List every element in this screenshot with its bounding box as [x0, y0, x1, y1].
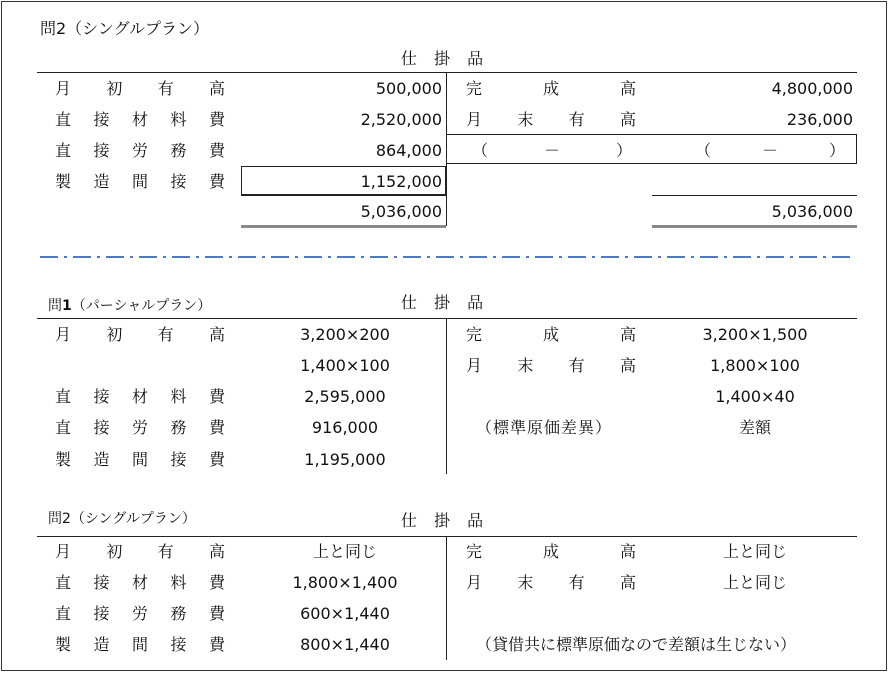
s1-credit-total-rule	[652, 195, 857, 196]
s3-debit-label-3: 製 造 間 接 費	[55, 635, 225, 654]
s3-debit-value-1: 1,800×1,400	[292, 573, 398, 592]
s1-debit-double-rule	[241, 225, 446, 228]
s2-credit-label-1: 月 末 有 高	[466, 356, 636, 375]
section3-title: 問2（シングルプラン）	[48, 511, 196, 527]
s2-credit-value-1: 1,800×100	[710, 356, 800, 375]
s3-debit-value-3: 800×1,440	[300, 635, 390, 654]
s3-debit-value-2: 600×1,440	[300, 604, 390, 623]
section2-center-rule	[446, 318, 447, 474]
s1-credit-double-rule	[652, 225, 857, 228]
s1-blank-paren-right: （ － ）	[695, 141, 845, 160]
section3-top-rule	[37, 536, 857, 537]
s2-credit-value-3: 差額	[738, 418, 771, 437]
section1-account-title: 仕 掛 品	[400, 49, 490, 68]
section2-top-rule	[37, 318, 857, 319]
s3-debit-label-0: 月 初 有 高	[55, 542, 225, 561]
section1-top-rule	[37, 72, 857, 73]
s2-debit-value-1: 1,400×100	[300, 356, 390, 375]
s1-credit-value-1: 236,000	[786, 110, 853, 129]
s2-debit-value-2: 2,595,000	[304, 387, 386, 406]
s3-debit-label-2: 直 接 労 務 費	[55, 604, 225, 623]
s2-credit-label-0: 完 成 高	[466, 325, 636, 344]
s1-debit-total: 5,036,000	[360, 202, 442, 221]
s3-credit-value-1: 上と同じ	[722, 573, 787, 592]
s3-credit-label-0: 完 成 高	[466, 542, 636, 561]
s3-debit-value-0: 上と同じ	[312, 542, 377, 561]
s2-credit-value-2: 1,400×40	[715, 387, 795, 406]
s2-debit-label-2: 直 接 材 料 費	[55, 387, 225, 406]
s1-blank-paren-left: （ － ）	[472, 141, 632, 160]
s2-debit-label-0: 月 初 有 高	[55, 325, 225, 344]
s1-debit-label-3: 製 造 間 接 費	[55, 172, 225, 191]
s1-credit-label-0: 完 成 高	[466, 79, 636, 98]
section1-title: 問2（シングルプラン）	[40, 19, 209, 38]
s2-debit-value-0: 3,200×200	[300, 325, 390, 344]
section3-center-rule	[446, 536, 447, 660]
s1-debit-label-2: 直 接 労 務 費	[55, 141, 225, 160]
s2-credit-value-0: 3,200×1,500	[702, 325, 808, 344]
dash-dot-divider	[40, 255, 850, 259]
s1-debit-label-0: 月 初 有 高	[55, 79, 225, 98]
s2-debit-label-4: 製 造 間 接 費	[55, 450, 225, 469]
s1-debit-value-2: 864,000	[375, 141, 442, 160]
s1-credit-total: 5,036,000	[771, 202, 853, 221]
s1-credit-label-1: 月 末 有 高	[466, 110, 636, 129]
section3-account-title: 仕 掛 品	[400, 511, 490, 530]
section2-title: 問1（パーシャルプラン）	[48, 298, 212, 314]
section2-account-title: 仕 掛 品	[400, 293, 490, 312]
s3-credit-label-1: 月 末 有 高	[466, 573, 636, 592]
s3-debit-label-1: 直 接 材 料 費	[55, 573, 225, 592]
s1-debit-value-0: 500,000	[375, 79, 442, 98]
s1-debit-value-3: 1,152,000	[360, 172, 442, 191]
s1-debit-total-rule	[241, 195, 446, 196]
s2-credit-label-3: （標準原価差異）	[476, 418, 613, 437]
s1-debit-label-1: 直 接 材 料 費	[55, 110, 225, 129]
s3-note: （貸借共に標準原価なので差額は生じない）	[476, 635, 797, 654]
s3-credit-value-0: 上と同じ	[722, 542, 787, 561]
s1-credit-value-0: 4,800,000	[771, 79, 853, 98]
s2-debit-value-4: 1,195,000	[304, 450, 386, 469]
s1-debit-value-1: 2,520,000	[360, 110, 442, 129]
s2-debit-label-3: 直 接 労 務 費	[55, 418, 225, 437]
s2-debit-value-3: 916,000	[311, 418, 379, 437]
